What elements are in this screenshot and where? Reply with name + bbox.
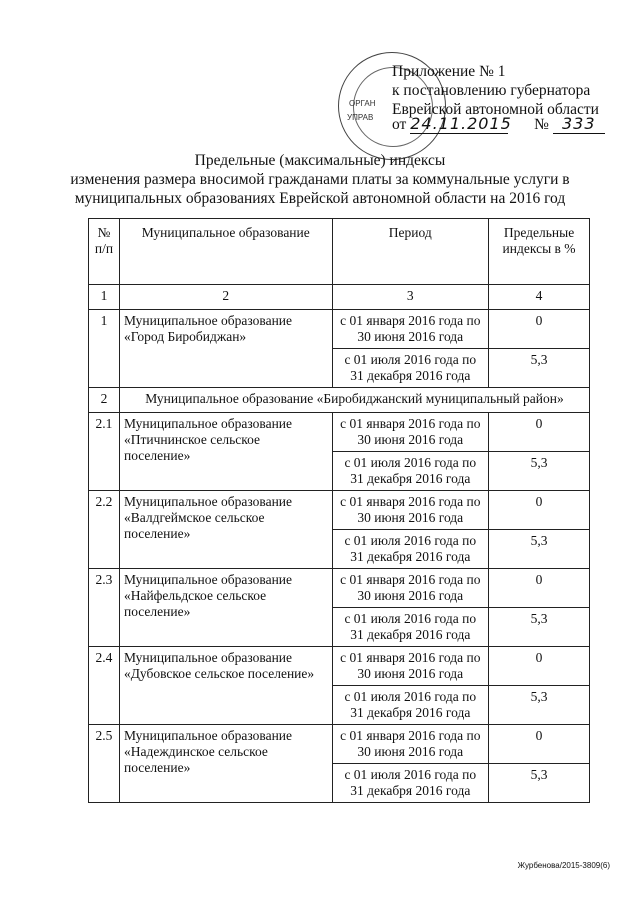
decree-date: 24.11.2015 bbox=[410, 114, 512, 133]
row-num: 2.1 bbox=[89, 413, 120, 491]
group-municipality: Муниципальное образование «Биробиджанский муниципальный район» bbox=[119, 388, 589, 413]
decree-date-number bbox=[392, 114, 607, 134]
row-index: 5,3 bbox=[489, 686, 590, 725]
row-index: 0 bbox=[489, 569, 590, 608]
row-index: 0 bbox=[489, 647, 590, 686]
row-index: 5,3 bbox=[489, 349, 590, 388]
row-index: 5,3 bbox=[489, 764, 590, 803]
table-row bbox=[89, 310, 590, 349]
row-num: 2.5 bbox=[89, 725, 120, 803]
colnum-4: 4 bbox=[489, 285, 590, 310]
row-num: 2.2 bbox=[89, 491, 120, 569]
row-period: с 01 июля 2016 года по 31 декабря 2016 года bbox=[332, 530, 489, 569]
document-subtitle-2: муниципальных образованиях Еврейской автономной области на 2016 год bbox=[74, 190, 566, 207]
number-prefix: № bbox=[534, 116, 549, 133]
document-subtitle-1: изменения размера вносимой гражданами платы за коммунальные услуги в bbox=[70, 171, 570, 188]
table-row bbox=[89, 491, 590, 530]
row-index: 0 bbox=[489, 491, 590, 530]
row-period: с 01 января 2016 года по 30 июня 2016 года bbox=[332, 647, 489, 686]
row-municipality: Муниципальное образование «Найфельдское сельское поселение» bbox=[119, 569, 332, 647]
table-row bbox=[89, 647, 590, 686]
row-municipality: Муниципальное образование «Город Биробиджан» bbox=[119, 310, 332, 388]
row-period: с 01 января 2016 года по 30 июня 2016 года bbox=[332, 725, 489, 764]
table-row bbox=[89, 569, 590, 608]
document-title: Предельные (максимальные) индексы bbox=[194, 152, 446, 169]
appendix-region: Еврейской автономной области bbox=[392, 101, 599, 118]
header-municipality: Муниципальное образование bbox=[119, 219, 332, 285]
row-index: 0 bbox=[489, 413, 590, 452]
date-prefix: от bbox=[392, 116, 407, 133]
row-period: с 01 января 2016 года по 30 июня 2016 года bbox=[332, 569, 489, 608]
colnum-2: 2 bbox=[119, 285, 332, 310]
row-period: с 01 января 2016 года по 30 июня 2016 года bbox=[332, 310, 489, 349]
row-index: 0 bbox=[489, 725, 590, 764]
row-period: с 01 июля 2016 года по 31 декабря 2016 года bbox=[332, 452, 489, 491]
decree-number: 333 bbox=[553, 114, 605, 134]
header-index: Предельные индексы в % bbox=[489, 219, 590, 285]
row-municipality: Муниципальное образование «Надеждинское сельское поселение» bbox=[119, 725, 332, 803]
table-row bbox=[89, 413, 590, 452]
stamp-text-organ: ОРГАН bbox=[349, 99, 376, 108]
colnum-1: 1 bbox=[89, 285, 120, 310]
row-index: 0 bbox=[489, 310, 590, 349]
stamp-text-uprav: УПРАВ bbox=[347, 113, 374, 122]
table-group-row bbox=[89, 388, 590, 413]
column-number-row bbox=[89, 285, 590, 310]
row-index: 5,3 bbox=[489, 452, 590, 491]
row-period: с 01 июля 2016 года по 31 декабря 2016 года bbox=[332, 349, 489, 388]
colnum-3: 3 bbox=[332, 285, 489, 310]
row-index: 5,3 bbox=[489, 530, 590, 569]
row-num: 1 bbox=[89, 310, 120, 388]
row-municipality: Муниципальное образование «Дубовское сельское поселение» bbox=[119, 647, 332, 725]
row-num: 2.3 bbox=[89, 569, 120, 647]
row-municipality: Муниципальное образование «Птичнинское сельское поселение» bbox=[119, 413, 332, 491]
group-num: 2 bbox=[89, 388, 120, 413]
header-period: Период bbox=[332, 219, 489, 285]
row-period: с 01 января 2016 года по 30 июня 2016 года bbox=[332, 413, 489, 452]
appendix-ref: к постановлению губернатора bbox=[392, 82, 591, 99]
appendix-header bbox=[392, 62, 632, 119]
document-footer-code: Журбенова/2015-3809(6) bbox=[517, 861, 610, 870]
row-period: с 01 июля 2016 года по 31 декабря 2016 года bbox=[332, 686, 489, 725]
appendix-number: Приложение № 1 bbox=[392, 63, 506, 80]
table-header-row bbox=[89, 219, 590, 285]
table-row bbox=[89, 725, 590, 764]
header-num: № п/п bbox=[89, 219, 120, 285]
row-period: с 01 июля 2016 года по 31 декабря 2016 года bbox=[332, 764, 489, 803]
row-index: 5,3 bbox=[489, 608, 590, 647]
row-period: с 01 января 2016 года по 30 июня 2016 года bbox=[332, 491, 489, 530]
indices-table bbox=[88, 218, 590, 803]
row-municipality: Муниципальное образование «Валдгеймское сельское поселение» bbox=[119, 491, 332, 569]
row-num: 2.4 bbox=[89, 647, 120, 725]
row-period: с 01 июля 2016 года по 31 декабря 2016 года bbox=[332, 608, 489, 647]
